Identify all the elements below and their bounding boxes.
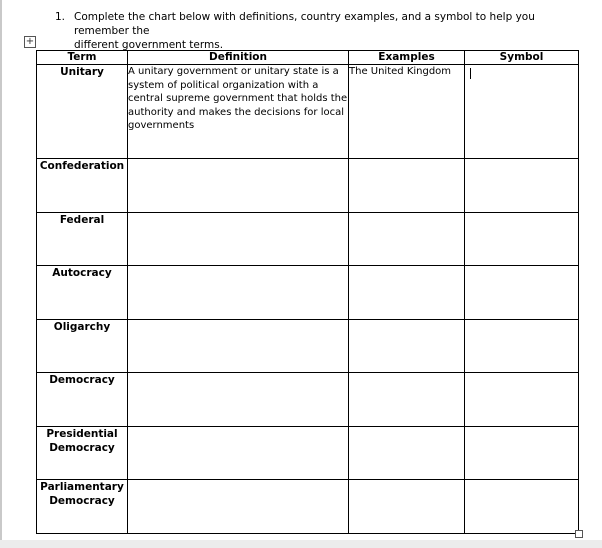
examples-cell[interactable] bbox=[349, 319, 465, 373]
definition-cell[interactable] bbox=[128, 426, 349, 480]
term-cell[interactable]: Unitary bbox=[37, 65, 128, 159]
table-row bbox=[37, 65, 579, 159]
symbol-cell[interactable] bbox=[465, 212, 579, 266]
table-row bbox=[37, 319, 579, 373]
symbol-cell[interactable] bbox=[465, 266, 579, 320]
instruction-line-2: different government terms. bbox=[74, 39, 224, 51]
table-header-row bbox=[37, 51, 579, 65]
examples-cell[interactable] bbox=[349, 159, 465, 213]
term-line-1: Presidential bbox=[46, 427, 118, 440]
term-cell[interactable] bbox=[37, 480, 128, 534]
examples-cell[interactable]: The United Kingdom bbox=[349, 65, 465, 159]
examples-cell[interactable] bbox=[349, 426, 465, 480]
header-examples[interactable]: Examples bbox=[349, 51, 465, 65]
definition-cell[interactable] bbox=[128, 159, 349, 213]
symbol-cell[interactable] bbox=[465, 65, 579, 159]
term-line-1: Parliamentary bbox=[40, 481, 124, 493]
symbol-cell[interactable] bbox=[465, 480, 579, 534]
symbol-cell[interactable] bbox=[465, 159, 579, 213]
instruction-paragraph[interactable] bbox=[55, 10, 580, 52]
move-cross-icon[interactable]: + bbox=[25, 36, 35, 47]
term-line-2: Democracy bbox=[49, 441, 115, 454]
definition-cell[interactable] bbox=[128, 373, 349, 427]
examples-cell[interactable] bbox=[349, 266, 465, 320]
table-row bbox=[37, 426, 579, 480]
symbol-cell[interactable] bbox=[465, 426, 579, 480]
header-symbol[interactable]: Symbol bbox=[465, 51, 579, 65]
page-left-edge bbox=[0, 0, 2, 548]
list-number: 1. bbox=[55, 11, 66, 23]
definition-cell[interactable] bbox=[128, 319, 349, 373]
definition-cell[interactable] bbox=[128, 266, 349, 320]
symbol-cell[interactable] bbox=[465, 319, 579, 373]
table-row bbox=[37, 373, 579, 427]
examples-cell[interactable] bbox=[349, 373, 465, 427]
symbol-cell[interactable] bbox=[465, 373, 579, 427]
table-row bbox=[37, 159, 579, 213]
table-row bbox=[37, 266, 579, 320]
text-caret-icon bbox=[470, 68, 471, 79]
term-line-2: Democracy bbox=[49, 495, 115, 507]
term-cell[interactable]: Federal bbox=[37, 212, 128, 266]
table-row bbox=[37, 480, 579, 534]
header-definition[interactable]: Definition bbox=[128, 51, 349, 65]
table-row bbox=[37, 212, 579, 266]
page-bottom-margin bbox=[0, 540, 602, 548]
term-cell[interactable] bbox=[37, 426, 128, 480]
term-cell[interactable]: Autocracy bbox=[37, 266, 128, 320]
header-term[interactable]: Term bbox=[37, 51, 128, 65]
term-cell[interactable]: Democracy bbox=[37, 373, 128, 427]
definition-cell[interactable]: A unitary government or unitary state is a system of political organization with a central supreme government that holds the authority and makes the decisions for local governments bbox=[128, 65, 349, 159]
government-terms-table[interactable] bbox=[36, 50, 579, 534]
instruction-line-1: Complete the chart below with definitions, country examples, and a symbol to help you remember the bbox=[74, 11, 535, 37]
definition-cell[interactable] bbox=[128, 212, 349, 266]
examples-cell[interactable] bbox=[349, 480, 465, 534]
term-cell[interactable]: Oligarchy bbox=[37, 319, 128, 373]
definition-cell[interactable] bbox=[128, 480, 349, 534]
examples-cell[interactable] bbox=[349, 212, 465, 266]
resize-square-icon[interactable] bbox=[575, 530, 583, 538]
term-cell[interactable]: Confederation bbox=[37, 159, 128, 213]
